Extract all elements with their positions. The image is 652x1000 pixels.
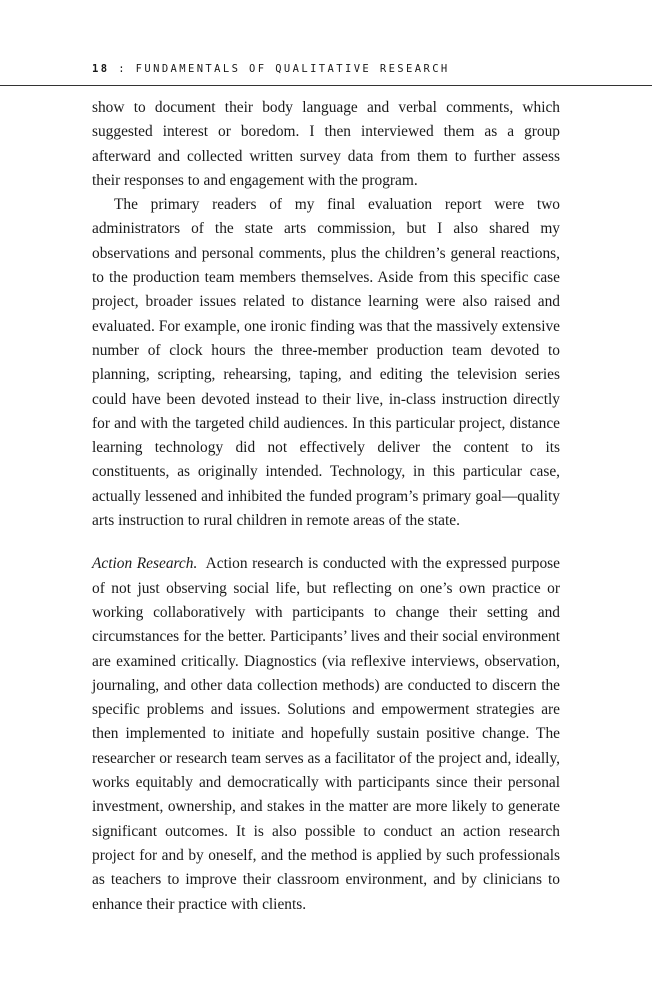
body-text [92, 96, 560, 917]
running-head-separator: : [118, 63, 127, 75]
running-head [92, 63, 450, 75]
paragraph-continuation: show to document their body language and verbal comments, which suggested interest or boredom. I then interviewed them as a group afterward and collected written survey data from them to further assess their responses to and engagement with the program. [92, 99, 560, 189]
paragraph-evaluation-report: The primary readers of my final evaluation report were two administrators of the state arts commission, but I also shared my observations and personal comments, plus the children’s general reactions, to the production team members themselves. Aside from this specific case project, broader issues related to distance learning were also raised and evaluated. For example, one ironic finding was that the massively extensive number of clock hours the three-member production team devoted to planning, scripting, rehearsing, taping, and editing the television series could have been devoted instead to their live, in-class instruction directly for and with the targeted child audiences. In this particular project, distance learning technology did not effectively deliver the content to its constituents, as originally intended. Technology, in this particular case, actually lessened and inhibited the funded program’s primary goal—quality arts instruction to rural children in remote areas of the state. [92, 196, 560, 530]
header-rule [0, 85, 652, 86]
paragraph-action-research [92, 552, 560, 916]
paragraph-action-research-text: Action research is conducted with the expressed purpose of not just observing social life, but reflecting on one’s own practice or working collaboratively with participants to change their setting and circumstances for the better. Participants’ lives and their social environment are examined critically. Diagnostics (via reflexive interviews, observation, journaling, and other data collection methods) are conducted to discern the specific problems and issues. Solutions and empowerment strategies are then implemented to initiate and hopefully sustain positive change. The researcher or research team serves as a facilitator of the project and, ideally, works equitably and democratically with participants since their personal investment, ownership, and stakes in the matter are more likely to generate significant outcomes. It is also possible to conduct an action research project for and by oneself, and the method is applied by such professionals as teachers to improve their classroom environment, and by clinicians to enhance their practice with clients. [92, 555, 560, 913]
section-run-in-heading: Action Research. [92, 555, 198, 573]
book-title: FUNDAMENTALS OF QUALITATIVE RESEARCH [135, 63, 450, 75]
page-number: 18 [92, 63, 110, 75]
